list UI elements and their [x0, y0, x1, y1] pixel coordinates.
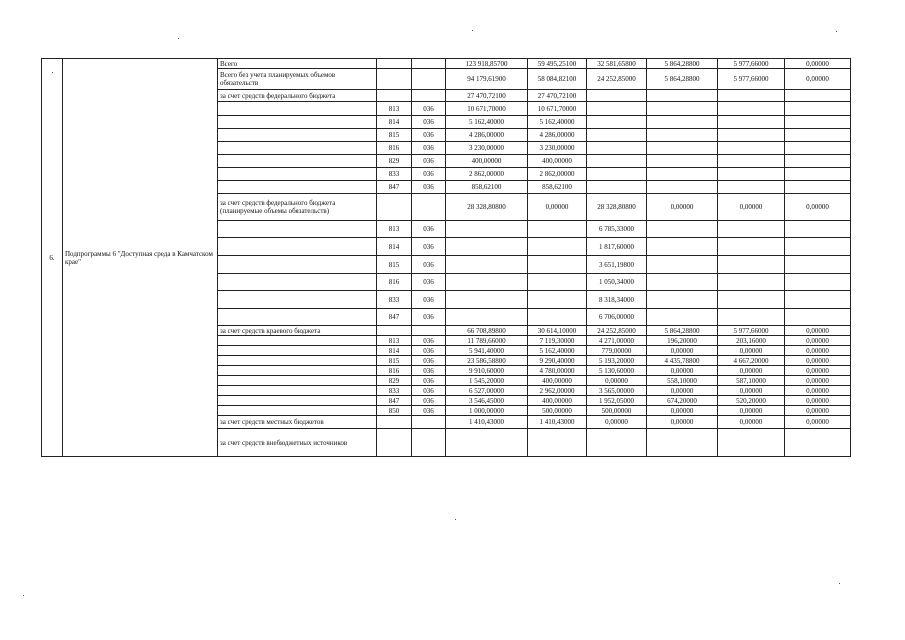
amount-cell: 0,00000 — [785, 396, 851, 406]
amount-cell: 3 651,19800 — [587, 256, 647, 274]
amount-cell: 5 941,40000 — [446, 346, 528, 356]
amount-cell: 32 581,65800 — [587, 59, 647, 69]
amount-cell: 0,00000 — [785, 59, 851, 69]
amount-cell — [587, 181, 647, 194]
amount-cell — [785, 155, 851, 168]
amount-cell: 28 328,80800 — [587, 194, 647, 221]
ministry-code — [377, 416, 412, 429]
amount-cell: 0,00000 — [587, 416, 647, 429]
amount-cell — [446, 221, 528, 238]
amount-cell — [587, 155, 647, 168]
ministry-code: 829 — [377, 376, 412, 386]
row-label — [218, 274, 377, 291]
amount-cell — [785, 274, 851, 291]
amount-cell — [528, 309, 587, 326]
amount-cell — [718, 90, 785, 102]
amount-cell — [718, 116, 785, 129]
amount-cell: 0,00000 — [785, 356, 851, 366]
amount-cell — [785, 429, 851, 457]
amount-cell: 59 495,25100 — [528, 59, 587, 69]
amount-cell — [647, 256, 718, 274]
amount-cell — [647, 168, 718, 181]
ministry-code: 816 — [377, 366, 412, 376]
amount-cell: 0,00000 — [647, 416, 718, 429]
amount-cell — [718, 256, 785, 274]
row-label: за счет средств местных бюджетов — [218, 416, 377, 429]
amount-cell — [718, 102, 785, 116]
amount-cell: 24 252,85000 — [587, 69, 647, 90]
section-code: 036 — [412, 168, 446, 181]
section-code — [412, 326, 446, 336]
row-label — [218, 168, 377, 181]
section-code — [412, 69, 446, 90]
amount-cell: 4 286,00000 — [528, 129, 587, 142]
amount-cell: 123 918,85700 — [446, 59, 528, 69]
amount-cell: 0,00000 — [718, 406, 785, 416]
amount-cell — [785, 309, 851, 326]
amount-cell: 0,00000 — [528, 194, 587, 221]
section-code — [412, 416, 446, 429]
amount-cell: 400,00000 — [446, 155, 528, 168]
amount-cell: 5 977,66000 — [718, 69, 785, 90]
row-label — [218, 386, 377, 396]
section-code: 036 — [412, 336, 446, 346]
amount-cell — [528, 429, 587, 457]
amount-cell — [718, 274, 785, 291]
ministry-code: 847 — [377, 396, 412, 406]
row-label — [218, 366, 377, 376]
amount-cell: 0,00000 — [785, 406, 851, 416]
amount-cell — [528, 291, 587, 309]
amount-cell: 674,20000 — [647, 396, 718, 406]
amount-cell — [647, 429, 718, 457]
amount-cell: 5 162,40000 — [446, 116, 528, 129]
row-label — [218, 376, 377, 386]
amount-cell — [785, 181, 851, 194]
ministry-code: 816 — [377, 274, 412, 291]
amount-cell: 0,00000 — [647, 194, 718, 221]
amount-cell: 1 952,05000 — [587, 396, 647, 406]
amount-cell — [446, 429, 528, 457]
amount-cell: 0,00000 — [647, 406, 718, 416]
amount-cell — [718, 181, 785, 194]
amount-cell — [718, 168, 785, 181]
amount-cell — [528, 221, 587, 238]
amount-cell: 0,00000 — [785, 194, 851, 221]
scan-speck — [836, 31, 837, 32]
amount-cell — [718, 429, 785, 457]
amount-cell: 5 193,20000 — [587, 356, 647, 366]
amount-cell — [587, 168, 647, 181]
amount-cell: 0,00000 — [647, 346, 718, 356]
ministry-code: 833 — [377, 386, 412, 396]
ministry-code — [377, 429, 412, 457]
amount-cell — [785, 90, 851, 102]
amount-cell: 5 977,66000 — [718, 59, 785, 69]
amount-cell — [647, 291, 718, 309]
table-body — [42, 59, 851, 457]
amount-cell — [446, 256, 528, 274]
amount-cell — [718, 142, 785, 155]
amount-cell: 5 130,60000 — [587, 366, 647, 376]
amount-cell — [785, 221, 851, 238]
amount-cell: 858,62100 — [528, 181, 587, 194]
amount-cell — [647, 129, 718, 142]
amount-cell: 400,00000 — [528, 396, 587, 406]
amount-cell: 558,10000 — [647, 376, 718, 386]
row-label: за счет средств федерального бюджета (планируемые объемы обязательств) — [218, 194, 377, 221]
row-label — [218, 291, 377, 309]
amount-cell: 0,00000 — [785, 346, 851, 356]
amount-cell: 5 162,40000 — [528, 346, 587, 356]
amount-cell: 0,00000 — [718, 346, 785, 356]
amount-cell: 500,00000 — [587, 406, 647, 416]
section-code: 036 — [412, 221, 446, 238]
section-code: 036 — [412, 181, 446, 194]
row-label — [218, 181, 377, 194]
amount-cell: 0,00000 — [785, 326, 851, 336]
section-code: 036 — [412, 386, 446, 396]
amount-cell — [587, 116, 647, 129]
amount-cell: 1 410,43000 — [446, 416, 528, 429]
row-label — [218, 256, 377, 274]
amount-cell: 203,16000 — [718, 336, 785, 346]
amount-cell — [446, 291, 528, 309]
ministry-code: 816 — [377, 142, 412, 155]
amount-cell — [718, 129, 785, 142]
amount-cell — [446, 274, 528, 291]
row-label — [218, 221, 377, 238]
amount-cell: 2 862,00000 — [528, 168, 587, 181]
amount-cell: 1 817,60000 — [587, 238, 647, 256]
amount-cell: 58 084,82100 — [528, 69, 587, 90]
amount-cell: 4 435,78800 — [647, 356, 718, 366]
amount-cell: 28 328,80800 — [446, 194, 528, 221]
amount-cell: 500,00000 — [528, 406, 587, 416]
amount-cell: 0,00000 — [718, 386, 785, 396]
ministry-code — [377, 90, 412, 102]
amount-cell: 10 671,70000 — [446, 102, 528, 116]
amount-cell — [718, 238, 785, 256]
amount-cell — [528, 274, 587, 291]
ministry-code — [377, 194, 412, 221]
amount-cell: 24 252,85000 — [587, 326, 647, 336]
amount-cell: 0,00000 — [785, 336, 851, 346]
ministry-code — [377, 59, 412, 69]
amount-cell — [647, 142, 718, 155]
row-label — [218, 102, 377, 116]
amount-cell: 2 862,00000 — [446, 168, 528, 181]
ministry-code: 813 — [377, 221, 412, 238]
amount-cell: 0,00000 — [785, 69, 851, 90]
ministry-code: 813 — [377, 102, 412, 116]
amount-cell: 4 780,00000 — [528, 366, 587, 376]
section-code: 036 — [412, 309, 446, 326]
section-code: 036 — [412, 291, 446, 309]
budget-table — [41, 58, 851, 457]
amount-cell: 5 162,40000 — [528, 116, 587, 129]
amount-cell: 196,20000 — [647, 336, 718, 346]
amount-cell: 94 179,61900 — [446, 69, 528, 90]
amount-cell: 5 864,28800 — [647, 69, 718, 90]
section-code: 036 — [412, 346, 446, 356]
section-code — [412, 194, 446, 221]
row-label — [218, 116, 377, 129]
amount-cell — [647, 238, 718, 256]
amount-cell — [446, 309, 528, 326]
program-index: 6. — [42, 59, 63, 457]
amount-cell: 23 586,58800 — [446, 356, 528, 366]
amount-cell: 3 230,00000 — [528, 142, 587, 155]
amount-cell — [528, 256, 587, 274]
row-label — [218, 356, 377, 366]
ministry-code — [377, 326, 412, 336]
amount-cell: 4 667,20000 — [718, 356, 785, 366]
amount-cell: 9 290,40000 — [528, 356, 587, 366]
section-code: 036 — [412, 406, 446, 416]
ministry-code: 813 — [377, 336, 412, 346]
amount-cell — [446, 238, 528, 256]
row-label — [218, 406, 377, 416]
ministry-code: 850 — [377, 406, 412, 416]
row-label — [218, 129, 377, 142]
scan-speck — [455, 519, 456, 520]
scan-speck — [52, 72, 53, 73]
amount-cell: 400,00000 — [528, 155, 587, 168]
amount-cell: 5 864,28800 — [647, 326, 718, 336]
section-code: 036 — [412, 366, 446, 376]
amount-cell: 520,20000 — [718, 396, 785, 406]
amount-cell: 779,00000 — [587, 346, 647, 356]
ministry-code — [377, 69, 412, 90]
amount-cell: 8 318,34000 — [587, 291, 647, 309]
amount-cell — [718, 221, 785, 238]
amount-cell — [647, 181, 718, 194]
amount-cell — [647, 309, 718, 326]
amount-cell: 0,00000 — [785, 376, 851, 386]
section-code: 036 — [412, 129, 446, 142]
amount-cell — [785, 256, 851, 274]
amount-cell: 4 286,00000 — [446, 129, 528, 142]
amount-cell: 11 789,66000 — [446, 336, 528, 346]
ministry-code: 814 — [377, 116, 412, 129]
amount-cell — [647, 102, 718, 116]
amount-cell — [718, 309, 785, 326]
amount-cell: 10 671,70000 — [528, 102, 587, 116]
section-code: 036 — [412, 116, 446, 129]
row-label — [218, 142, 377, 155]
row-label — [218, 396, 377, 406]
section-code: 036 — [412, 238, 446, 256]
ministry-code: 833 — [377, 291, 412, 309]
amount-cell: 3 565,00000 — [587, 386, 647, 396]
section-code — [412, 429, 446, 457]
amount-cell: 0,00000 — [785, 386, 851, 396]
amount-cell: 6 706,00000 — [587, 309, 647, 326]
amount-cell: 0,00000 — [647, 366, 718, 376]
amount-cell — [647, 274, 718, 291]
amount-cell — [785, 116, 851, 129]
amount-cell: 6 785,33000 — [587, 221, 647, 238]
row-label: за счет средств краевого бюджета — [218, 326, 377, 336]
amount-cell: 0,00000 — [785, 366, 851, 376]
section-code: 036 — [412, 396, 446, 406]
amount-cell — [785, 238, 851, 256]
row-label — [218, 309, 377, 326]
program-name: Подпрограммы 6 "Доступная среда в Камчатском крае" — [63, 59, 218, 457]
amount-cell: 7 119,30000 — [528, 336, 587, 346]
amount-cell: 30 614,10000 — [528, 326, 587, 336]
amount-cell: 4 271,00000 — [587, 336, 647, 346]
amount-cell: 2 962,00000 — [528, 386, 587, 396]
amount-cell: 1 050,34000 — [587, 274, 647, 291]
section-code: 036 — [412, 376, 446, 386]
amount-cell — [587, 90, 647, 102]
amount-cell: 587,10000 — [718, 376, 785, 386]
section-code: 036 — [412, 142, 446, 155]
ministry-code: 814 — [377, 238, 412, 256]
amount-cell — [785, 142, 851, 155]
section-code: 036 — [412, 256, 446, 274]
row-label: за счет средств внебюджетных источников — [218, 429, 377, 457]
amount-cell: 0,00000 — [718, 366, 785, 376]
ministry-code: 815 — [377, 129, 412, 142]
row-label: Всего — [218, 59, 377, 69]
amount-cell: 27 470,72100 — [446, 90, 528, 102]
amount-cell — [587, 129, 647, 142]
amount-cell: 0,00000 — [718, 194, 785, 221]
amount-cell: 5 864,28800 — [647, 59, 718, 69]
amount-cell — [785, 129, 851, 142]
amount-cell: 0,00000 — [718, 416, 785, 429]
row-label: за счет средств федерального бюджета — [218, 90, 377, 102]
amount-cell — [718, 155, 785, 168]
section-code: 036 — [412, 155, 446, 168]
amount-cell — [718, 291, 785, 309]
row-label: Всего без учета планируемых объемов обязательств — [218, 69, 377, 90]
amount-cell — [785, 102, 851, 116]
amount-cell — [647, 155, 718, 168]
amount-cell: 3 546,45000 — [446, 396, 528, 406]
amount-cell: 6 527,00000 — [446, 386, 528, 396]
amount-cell: 0,00000 — [587, 376, 647, 386]
row-label — [218, 336, 377, 346]
amount-cell — [785, 291, 851, 309]
ministry-code: 814 — [377, 346, 412, 356]
amount-cell — [785, 168, 851, 181]
amount-cell — [587, 102, 647, 116]
ministry-code: 815 — [377, 256, 412, 274]
amount-cell: 27 470,72100 — [528, 90, 587, 102]
section-code: 036 — [412, 356, 446, 366]
scan-speck — [472, 30, 473, 31]
scan-speck — [839, 583, 840, 584]
amount-cell: 66 708,89800 — [446, 326, 528, 336]
amount-cell: 1 000,00000 — [446, 406, 528, 416]
row-label — [218, 155, 377, 168]
scan-speck — [23, 595, 24, 596]
section-code — [412, 59, 446, 69]
amount-cell: 3 230,00000 — [446, 142, 528, 155]
amount-cell: 0,00000 — [785, 416, 851, 429]
amount-cell: 9 910,60000 — [446, 366, 528, 376]
amount-cell: 5 977,66000 — [718, 326, 785, 336]
amount-cell — [647, 116, 718, 129]
scan-speck — [178, 38, 179, 39]
ministry-code: 829 — [377, 155, 412, 168]
section-code: 036 — [412, 102, 446, 116]
ministry-code: 815 — [377, 356, 412, 366]
amount-cell — [647, 90, 718, 102]
amount-cell — [587, 429, 647, 457]
section-code: 036 — [412, 274, 446, 291]
amount-cell: 400,00000 — [528, 376, 587, 386]
amount-cell: 1 545,20000 — [446, 376, 528, 386]
amount-cell: 858,62100 — [446, 181, 528, 194]
amount-cell: 1 410,43000 — [528, 416, 587, 429]
amount-cell — [587, 142, 647, 155]
row-label — [218, 346, 377, 356]
amount-cell — [647, 221, 718, 238]
amount-cell: 0,00000 — [647, 386, 718, 396]
ministry-code: 847 — [377, 181, 412, 194]
table-row — [42, 59, 851, 69]
amount-cell — [528, 238, 587, 256]
ministry-code: 833 — [377, 168, 412, 181]
row-label — [218, 238, 377, 256]
ministry-code: 847 — [377, 309, 412, 326]
section-code — [412, 90, 446, 102]
